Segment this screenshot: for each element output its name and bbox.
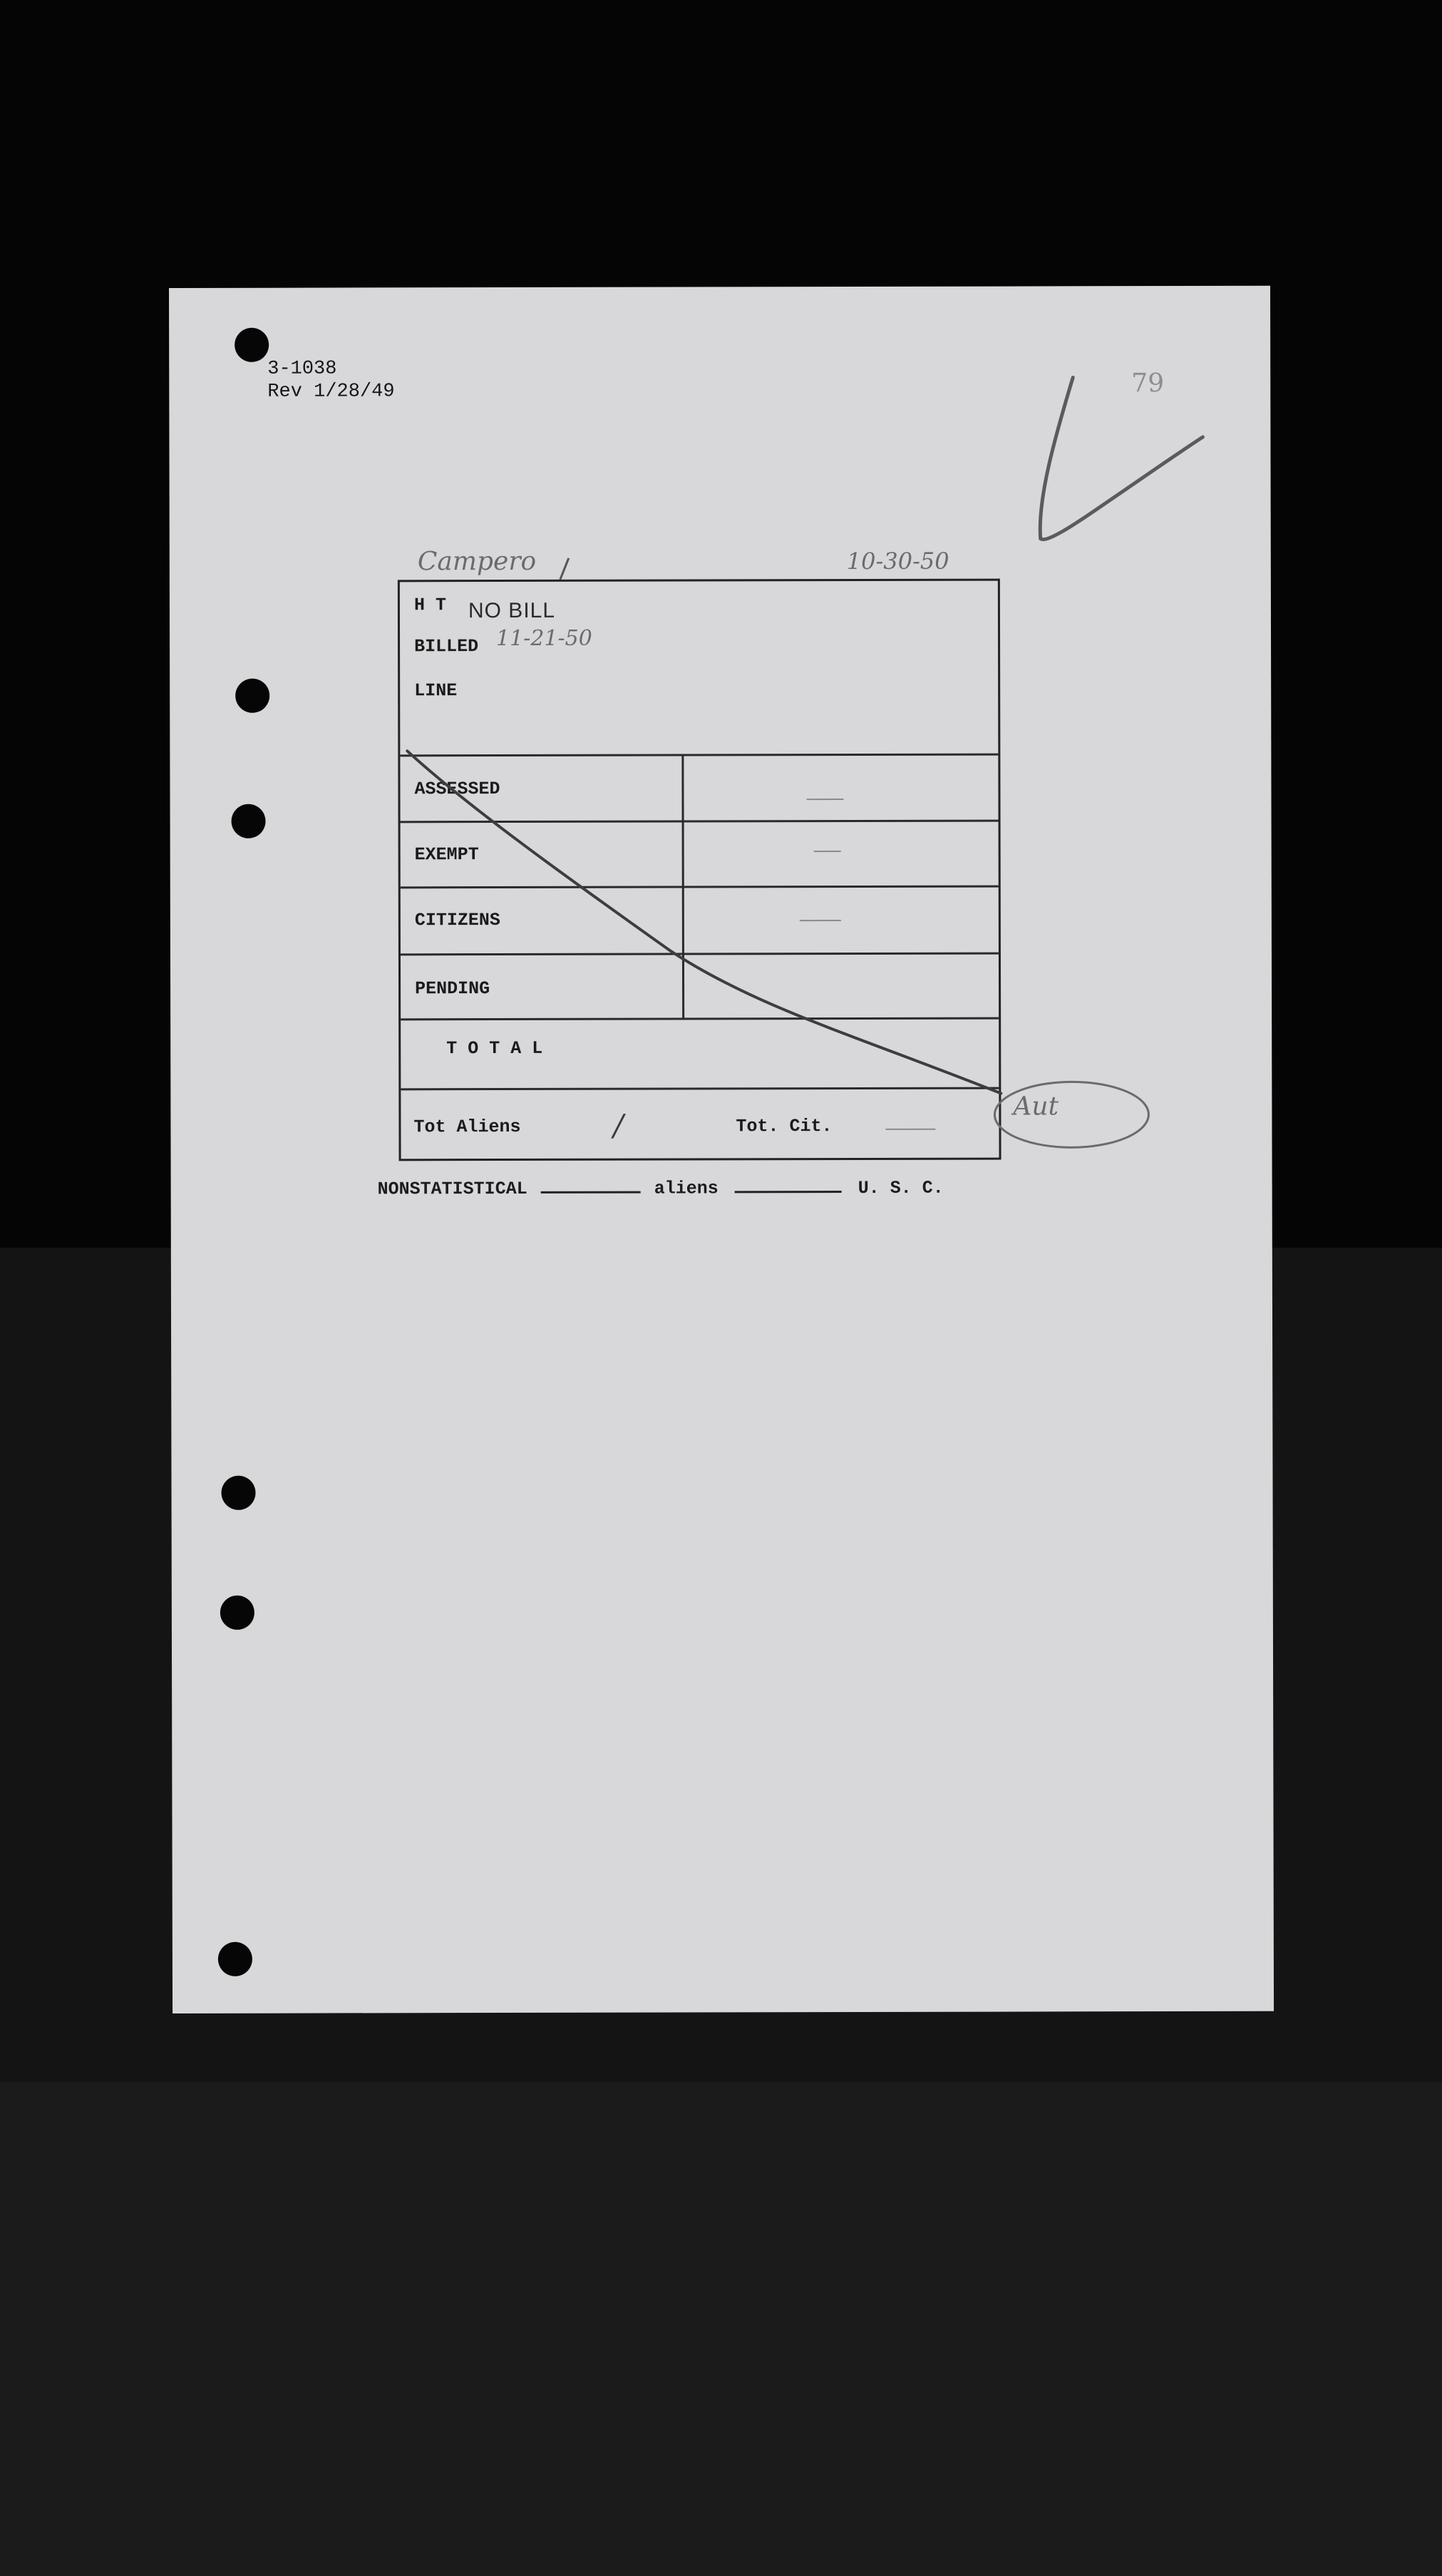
punch-hole	[218, 1942, 252, 1976]
column-divider	[681, 754, 684, 1017]
punch-hole	[220, 1596, 254, 1630]
total-label: T O T A L	[446, 1037, 543, 1059]
circled-initials: Aut	[1013, 1092, 1059, 1122]
no-bill-stamp: NO BILL	[468, 598, 556, 623]
form-number: 3-1038	[267, 358, 337, 380]
row-divider	[401, 886, 999, 889]
pencil-dash	[800, 920, 841, 921]
row-divider	[400, 754, 998, 757]
nonstatistical-label: NONSTATISTICAL	[377, 1178, 527, 1200]
row-divider	[401, 820, 999, 823]
pencil-dash	[885, 1129, 935, 1130]
row-divider	[401, 953, 999, 956]
blank-line	[541, 1191, 641, 1194]
row-divider	[401, 1017, 999, 1021]
tot-aliens-label: Tot Aliens	[413, 1116, 521, 1138]
row-label-exempt: EXEMPT	[414, 844, 479, 866]
blank-line	[735, 1191, 842, 1193]
check-mark-icon	[1040, 377, 1203, 540]
row-label-citizens: CITIZENS	[414, 910, 500, 931]
usc-label: U. S. C.	[858, 1177, 944, 1199]
punch-hole	[235, 679, 269, 713]
nonstatistical-row	[378, 1178, 944, 1200]
pencil-tick	[560, 558, 569, 580]
pencil-dash	[807, 799, 844, 800]
form-code	[267, 357, 394, 403]
punch-hole	[221, 1476, 255, 1510]
billed-date: 11-21-50	[495, 625, 592, 652]
line-label: LINE	[414, 680, 458, 702]
row-label-pending: PENDING	[415, 978, 490, 1000]
document-sheet	[169, 286, 1274, 2013]
tot-cit-label: Tot. Cit.	[736, 1116, 833, 1137]
billed-label: BILLED	[414, 636, 479, 657]
pencil-dash	[814, 851, 841, 852]
ht-label: H T	[413, 595, 446, 616]
form-revision: Rev 1/28/49	[267, 381, 395, 403]
punch-hole	[235, 328, 269, 362]
aliens-label: aliens	[654, 1178, 719, 1199]
scan-background-low	[0, 2082, 1442, 2576]
row-divider	[401, 1087, 999, 1091]
punch-hole	[232, 804, 266, 838]
tot-aliens-value: /	[613, 1107, 624, 1143]
handwritten-date: 10-30-50	[846, 547, 949, 575]
row-label-assessed: ASSESSED	[414, 779, 500, 800]
page-number: 79	[1131, 369, 1165, 399]
handwritten-name: Campero	[417, 546, 537, 577]
tally-form	[398, 579, 1001, 1161]
